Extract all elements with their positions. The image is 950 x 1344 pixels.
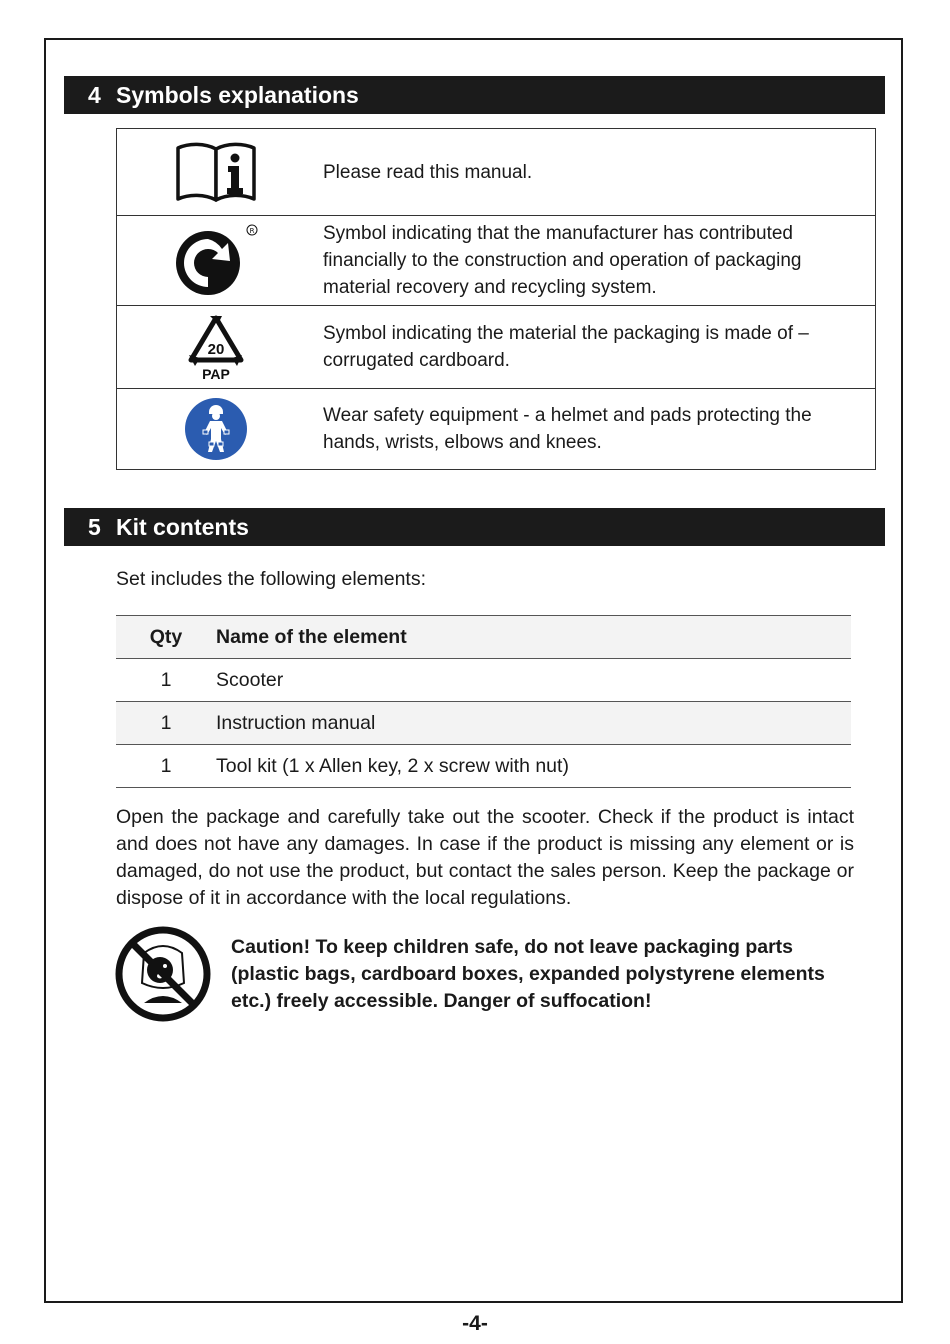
section-5-title: Kit contents xyxy=(116,514,249,540)
symbol-row xyxy=(117,306,875,389)
unpacking-paragraph: Open the package and carefully take out the scooter. Check if the product is intact and does not have any damages. In case if the product is missing any element or is damaged, do not use the product, but contact the sales person. Keep the package or dispose of it in accordance with the local regulations. xyxy=(116,806,854,909)
pap20-recycling-icon xyxy=(117,312,315,382)
caution-text: Caution! To keep children safe, do not leave packaging parts (plastic bags, cardboard boxes, expanded polystyrene elements etc.) freely accessible. Danger of suffocation! xyxy=(231,936,825,1012)
section-5-number: 5 xyxy=(88,514,101,540)
symbol-text: Please read this manual. xyxy=(323,161,533,183)
read-manual-icon xyxy=(117,139,315,205)
table-row xyxy=(116,745,851,788)
symbol-text: Symbol indicating the material the packaging is made of – corrugated cardboard. xyxy=(323,323,809,371)
page-number: -4- xyxy=(462,1312,488,1335)
symbol-row xyxy=(117,389,875,469)
table-row xyxy=(116,659,851,702)
pap-label: PAP xyxy=(202,366,230,382)
pap-code: 20 xyxy=(207,341,225,358)
symbol-text: Wear safety equipment - a helmet and pads protecting the hands, wrists, elbows and knees. xyxy=(323,405,812,453)
qty-header: Qty xyxy=(116,616,216,659)
kit-intro: Set includes the following elements: xyxy=(116,568,427,590)
table-row xyxy=(116,702,851,745)
name-cell: Scooter xyxy=(216,659,851,702)
qty-cell: 1 xyxy=(116,745,216,788)
qty-cell: 1 xyxy=(116,702,216,745)
section-5-header xyxy=(64,508,885,546)
kit-table xyxy=(116,615,851,788)
symbol-row xyxy=(117,216,875,306)
name-cell: Instruction manual xyxy=(216,702,851,745)
section-4-title: Symbols explanations xyxy=(116,82,359,108)
qty-cell: 1 xyxy=(116,659,216,702)
name-cell: Tool kit (1 x Allen key, 2 x screw with nut) xyxy=(216,745,851,788)
green-dot-icon xyxy=(117,223,315,299)
no-plastic-bag-child-icon xyxy=(114,925,212,1028)
svg-text:R: R xyxy=(249,226,255,235)
section-4-number: 4 xyxy=(88,82,101,108)
table-header-row xyxy=(116,616,851,659)
symbol-text: Symbol indicating that the manufacturer has contributed financially to the construction and operation of packaging material recovery and recycling system. xyxy=(323,223,802,298)
name-header: Name of the element xyxy=(216,616,851,659)
symbol-row xyxy=(117,129,875,216)
symbols-table xyxy=(116,128,876,470)
section-4-header xyxy=(64,76,885,114)
safety-equipment-icon xyxy=(117,397,315,461)
